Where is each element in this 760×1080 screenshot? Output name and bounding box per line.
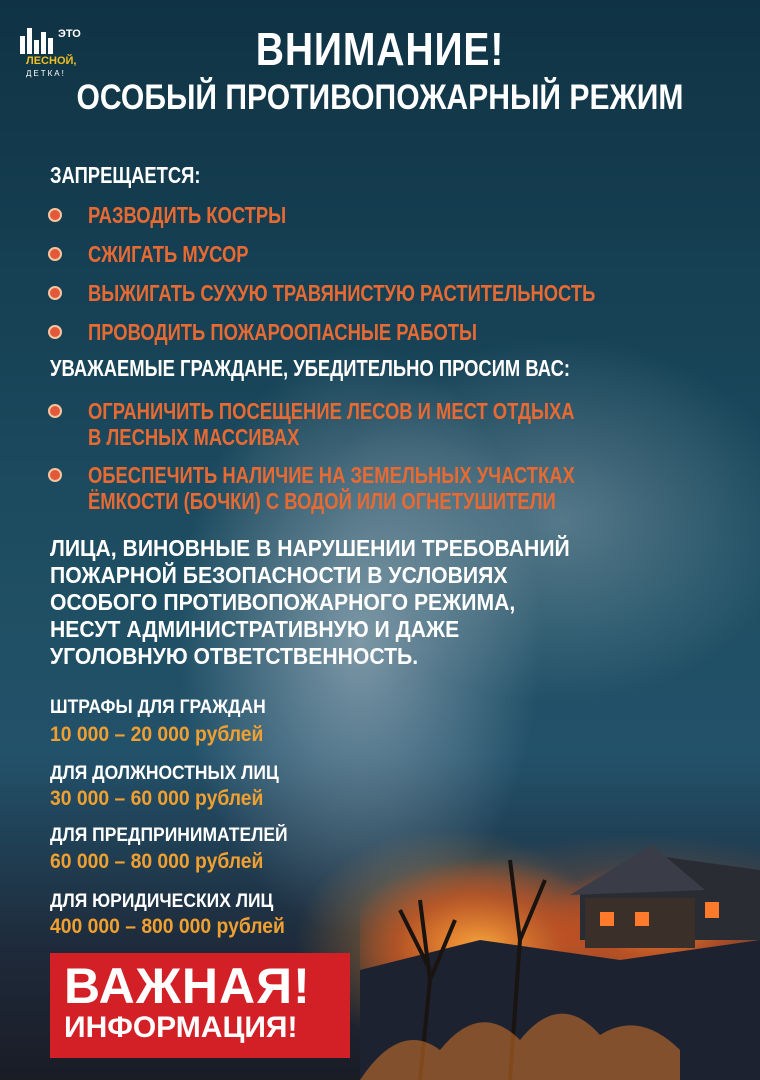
fine-amount: 400 000 – 800 000 рублей <box>50 915 285 938</box>
fine-amount: 10 000 – 20 000 рублей <box>50 723 264 746</box>
prohibited-item-text: ВЫЖИГАТЬ СУХУЮ ТРАВЯНИСТУЮ РАСТИТЕЛЬНОСТЬ <box>88 280 596 306</box>
prohibited-item-text: ПРОВОДИТЬ ПОЖАРООПАСНЫЕ РАБОТЫ <box>88 319 478 345</box>
logo-text-3: ДЕТКА! <box>26 69 66 78</box>
liability-line: ЛИЦА, ВИНОВНЫЕ В НАРУШЕНИИ ТРЕБОВАНИЙ <box>50 535 570 561</box>
fine-label: ШТРАФЫ ДЛЯ ГРАЖДАН <box>50 697 266 718</box>
request-item-line: ЁМКОСТИ (БОЧКИ) С ВОДОЙ ИЛИ ОГНЕТУШИТЕЛИ <box>88 488 556 514</box>
fine-amount: 30 000 – 60 000 рублей <box>50 787 264 810</box>
bullet-icon <box>48 468 62 482</box>
request-item <box>48 398 696 450</box>
fine-label: ДЛЯ ПРЕДПРИНИМАТЕЛЕЙ <box>50 825 288 846</box>
fine-label: ДЛЯ ЮРИДИЧЕСКИХ ЛИЦ <box>50 891 274 912</box>
bullet-icon <box>48 208 62 222</box>
prohibited-item-text: РАЗВОДИТЬ КОСТРЫ <box>88 202 287 228</box>
burning-house-illustration <box>360 640 760 1080</box>
liability-line: ПОЖАРНОЙ БЕЗОПАСНОСТИ В УСЛОВИЯХ <box>50 562 508 588</box>
bullet-icon <box>48 286 62 300</box>
badge-line-1: ВАЖНАЯ! <box>64 958 311 1014</box>
fine-amount: 60 000 – 80 000 рублей <box>50 850 264 873</box>
request-item-line: ОГРАНИЧИТЬ ПОСЕЩЕНИЕ ЛЕСОВ И МЕСТ ОТДЫХА <box>88 398 575 424</box>
request-item-line: В ЛЕСНЫХ МАССИВАХ <box>88 424 300 450</box>
page-title: ВНИМАНИЕ! <box>255 23 505 75</box>
prohibited-item <box>48 241 289 267</box>
prohibited-item <box>48 319 574 345</box>
logo-text-1: ЭТО <box>58 28 81 40</box>
prohibited-item <box>48 202 336 228</box>
request-item-line: ОБЕСПЕЧИТЬ НАЛИЧИЕ НА ЗЕМЕЛЬНЫХ УЧАСТКАХ <box>88 462 575 488</box>
city-skyline-icon <box>18 22 58 56</box>
prohibited-heading: ЗАПРЕЩАЕТСЯ: <box>50 162 201 188</box>
badge-line-2: ИНФОРМАЦИЯ! <box>64 1011 298 1044</box>
prohibited-item <box>48 280 722 306</box>
bullet-icon <box>48 247 62 261</box>
bullet-icon <box>48 404 62 418</box>
page-subtitle: ОСОБЫЙ ПРОТИВОПОЖАРНЫЙ РЕЖИМ <box>76 78 684 117</box>
liability-line: ОСОБОГО ПРОТИВОПОЖАРНОГО РЕЖИМА, <box>50 589 516 615</box>
bullet-icon <box>48 325 62 339</box>
liability-line: НЕСУТ АДМИНИСТРАТИВНУЮ И ДАЖЕ <box>50 616 460 642</box>
prohibited-item-text: СЖИГАТЬ МУСОР <box>88 241 249 267</box>
request-item <box>48 462 696 514</box>
fine-label: ДЛЯ ДОЛЖНОСТНЫХ ЛИЦ <box>50 763 279 784</box>
liability-line: УГОЛОВНУЮ ОТВЕТСТВЕННОСТЬ. <box>50 643 419 669</box>
request-heading: УВАЖАЕМЫЕ ГРАЖДАНЕ, УБЕДИТЕЛЬНО ПРОСИМ ВАС: <box>50 355 570 381</box>
logo-text-2: ЛЕСНОЙ, <box>26 55 77 67</box>
important-info-badge <box>50 953 350 1058</box>
